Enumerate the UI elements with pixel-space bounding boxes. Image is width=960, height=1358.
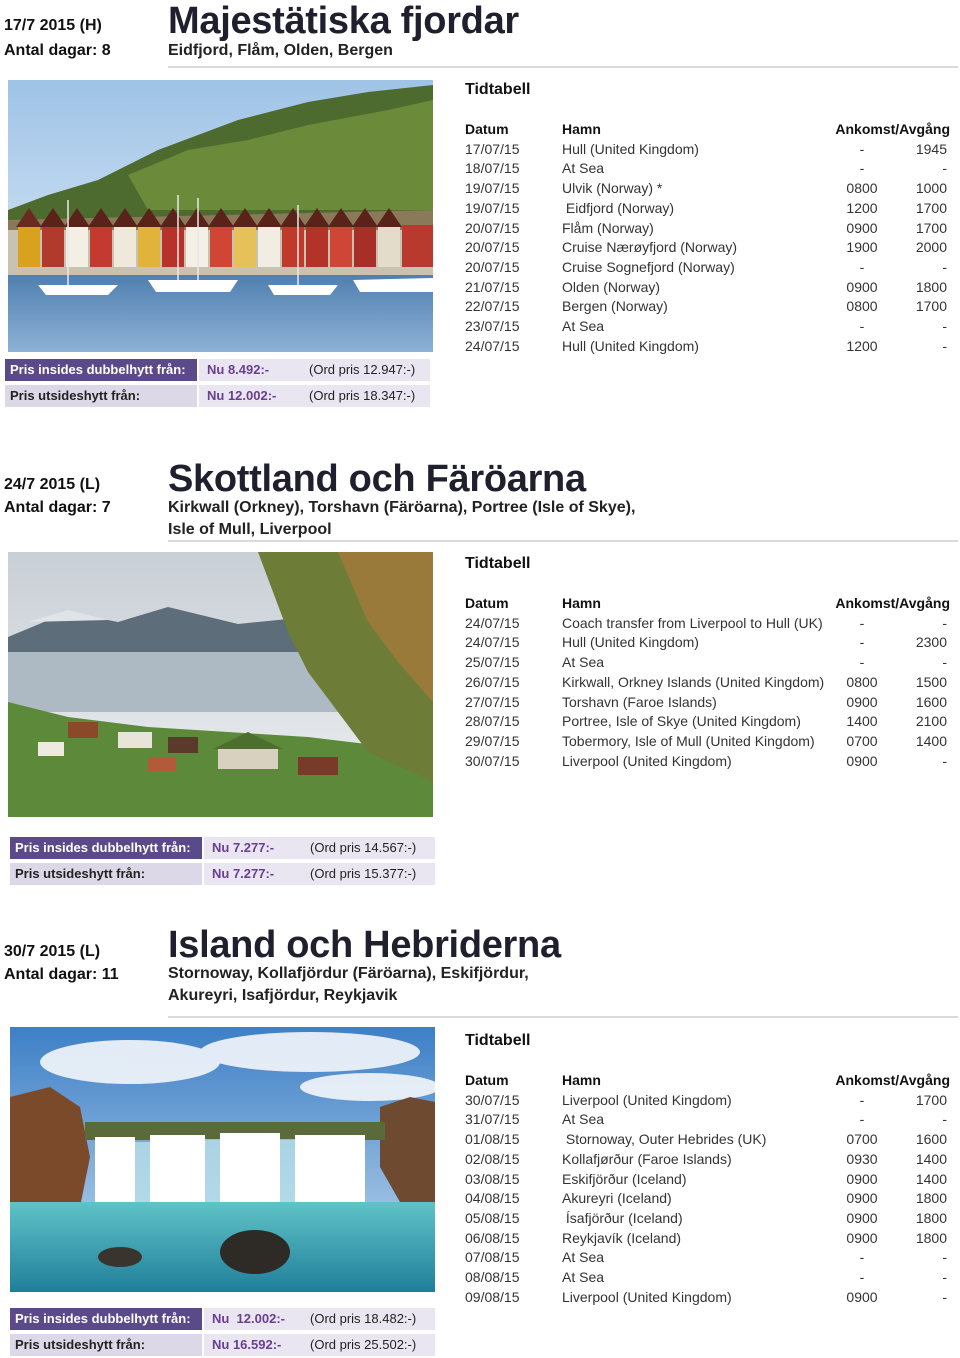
- timetable-header: [465, 120, 950, 140]
- cell-date: 28/07/15: [465, 713, 520, 730]
- cell-departure: 1800: [915, 1190, 947, 1207]
- tour-1-title: Majestätiska fjordar: [168, 0, 519, 42]
- cell-date: 26/07/15: [465, 673, 520, 690]
- cell-port: Torshavn (Faroe Islands): [562, 693, 717, 710]
- cell-date: 20/07/15: [465, 239, 520, 256]
- cell-departure: -: [942, 160, 947, 177]
- price-label: Pris insides dubbelhytt från:: [10, 1308, 202, 1330]
- price-label: Pris utsideshytt från:: [5, 385, 197, 407]
- cell-date: 20/07/15: [465, 219, 520, 236]
- table-row: [465, 297, 950, 317]
- tour-2-days: Antal dagar: 7: [4, 499, 111, 516]
- header-date: Datum: [465, 1072, 509, 1088]
- cell-date: 29/07/15: [465, 732, 520, 749]
- cell-arrival: 0900: [846, 1229, 878, 1246]
- price-label: Pris insides dubbelhytt från:: [5, 359, 197, 381]
- table-row: [465, 1091, 950, 1111]
- tour-2-subtitle-line1: Kirkwall (Orkney), Torshavn (Färöarna), Portree (Isle of Skye),: [168, 499, 636, 516]
- table-row: [465, 1209, 950, 1229]
- cell-port: At Sea: [562, 1269, 605, 1285]
- table-row: [465, 1248, 950, 1268]
- table-row: [465, 219, 950, 239]
- cell-departure: 1000: [915, 180, 947, 197]
- cell-arrival: 0700: [846, 1131, 878, 1148]
- price-ordinary: (Ord pris 18.482:-): [304, 1308, 435, 1330]
- price-now: Nu 12.002:-: [204, 1308, 304, 1330]
- cell-port: Bergen (Norway): [562, 298, 668, 315]
- table-row: [465, 337, 950, 357]
- table-row: [465, 317, 950, 337]
- table-row: [465, 258, 950, 278]
- cell-port: At Sea: [562, 318, 605, 334]
- table-row: [465, 673, 950, 693]
- cell-arrival: 0900: [846, 1209, 878, 1226]
- cell-departure: -: [942, 1111, 947, 1128]
- cell-arrival: -: [859, 160, 865, 177]
- tour-2-divider: [168, 540, 958, 542]
- price-ordinary: (Ord pris 14.567:-): [304, 837, 435, 859]
- cell-date: 24/07/15: [465, 614, 520, 631]
- price-now: Nu 16.592:-: [204, 1334, 304, 1356]
- price-ordinary: (Ord pris 25.502:-): [304, 1334, 435, 1356]
- cell-date: 01/08/15: [465, 1131, 520, 1148]
- cell-arrival: -: [859, 654, 865, 671]
- cell-departure: 1400: [915, 1150, 947, 1167]
- cell-date: 18/07/15: [465, 160, 520, 177]
- cell-arrival: 0800: [846, 298, 878, 315]
- tour-2-date: 24/7 2015 (L): [4, 476, 101, 493]
- table-row: [465, 159, 950, 179]
- cell-arrival: 0900: [846, 219, 878, 236]
- tour-1-photo: [8, 80, 433, 352]
- header-port: Hamn: [562, 1072, 601, 1088]
- cell-arrival: -: [859, 318, 865, 334]
- cell-date: 06/08/15: [465, 1229, 520, 1246]
- price-now: Nu 7.277:-: [204, 837, 304, 859]
- table-row: [465, 1268, 950, 1288]
- header-port: Hamn: [562, 595, 601, 611]
- tour-2-price-inside: [10, 837, 435, 859]
- cell-arrival: 0800: [846, 673, 878, 690]
- cell-departure: -: [942, 337, 947, 354]
- tour-2-timetable: [465, 594, 950, 774]
- cell-port: Cruise Nærøyfjord (Norway): [562, 239, 738, 256]
- header-arrdep: Ankomst/Avgång: [835, 595, 950, 611]
- cell-departure: 1500: [915, 673, 947, 690]
- cell-port: Eidfjord (Norway): [562, 199, 675, 216]
- tour-3-divider: [168, 1016, 958, 1018]
- cell-date: 22/07/15: [465, 298, 520, 315]
- cell-date: 20/07/15: [465, 258, 520, 275]
- cell-departure: 1945: [915, 140, 947, 157]
- cell-arrival: 1200: [846, 199, 878, 216]
- cell-port: Hull (United Kingdom): [562, 337, 699, 354]
- tour-1-days: Antal dagar: 8: [4, 42, 111, 59]
- cell-date: 08/08/15: [465, 1269, 520, 1285]
- tour-1-timetable: [465, 120, 950, 360]
- cell-date: 02/08/15: [465, 1150, 520, 1167]
- cell-arrival: 1200: [846, 337, 878, 354]
- cell-port: Eskifjörður (Iceland): [562, 1170, 687, 1187]
- cell-port: Hull (United Kingdom): [562, 634, 699, 651]
- header-port: Hamn: [562, 121, 601, 137]
- price-label: Pris utsideshytt från:: [10, 863, 202, 885]
- cell-departure: 1400: [915, 732, 947, 749]
- tour-3-subtitle-line2: Akureyri, Isafjördur, Reykjavik: [168, 987, 398, 1004]
- price-now: Nu 7.277:-: [204, 863, 304, 885]
- table-row: [465, 653, 950, 673]
- tour-2-subtitle-line2: Isle of Mull, Liverpool: [168, 521, 332, 538]
- cell-port: Kollafjørður (Faroe Islands): [562, 1150, 732, 1167]
- tour-3-title: Island och Hebriderna: [168, 924, 561, 966]
- cell-arrival: 0800: [846, 180, 878, 197]
- cell-arrival: 0700: [846, 732, 878, 749]
- tour-1-price-inside: [5, 359, 430, 381]
- cell-departure: 1800: [915, 1209, 947, 1226]
- cell-arrival: 1400: [846, 713, 878, 730]
- cell-arrival: 1900: [846, 239, 878, 256]
- cell-port: Ísafjörður (Iceland): [562, 1209, 683, 1226]
- cell-arrival: -: [859, 258, 865, 275]
- cell-date: 31/07/15: [465, 1111, 520, 1128]
- table-row: [465, 1189, 950, 1209]
- price-now: Nu 8.492:-: [199, 359, 303, 381]
- header-date: Datum: [465, 121, 509, 137]
- cell-departure: 1700: [915, 199, 947, 216]
- price-now: Nu 12.002:-: [199, 385, 303, 407]
- cell-port: Kirkwall, Orkney Islands (United Kingdom): [562, 673, 825, 690]
- price-ordinary: (Ord pris 15.377:-): [304, 863, 435, 885]
- cell-port: Liverpool (United Kingdom): [562, 1288, 732, 1305]
- header-date: Datum: [465, 595, 509, 611]
- table-row: [465, 1170, 950, 1190]
- table-row: [465, 140, 950, 160]
- table-row: [465, 614, 950, 634]
- table-row: [465, 199, 950, 219]
- cell-arrival: 0900: [846, 693, 878, 710]
- tour-1-date: 17/7 2015 (H): [4, 17, 102, 34]
- cell-arrival: 0900: [846, 752, 878, 769]
- cell-port: Tobermory, Isle of Mull (United Kingdom): [562, 732, 815, 749]
- cell-date: 27/07/15: [465, 693, 520, 710]
- tour-3-days: Antal dagar: 11: [4, 966, 119, 983]
- cell-departure: 1400: [915, 1170, 947, 1187]
- cell-port: Liverpool (United Kingdom): [562, 1091, 732, 1108]
- cell-departure: -: [942, 258, 947, 275]
- price-ordinary: (Ord pris 18.347:-): [303, 385, 430, 407]
- tour-2-photo: [8, 552, 433, 817]
- cell-date: 24/07/15: [465, 337, 520, 354]
- cell-departure: 1600: [915, 693, 947, 710]
- cell-departure: -: [942, 1288, 947, 1305]
- cell-port: Hull (United Kingdom): [562, 140, 699, 157]
- cell-arrival: 0900: [846, 1170, 878, 1187]
- cell-date: 09/08/15: [465, 1288, 520, 1305]
- price-ordinary: (Ord pris 12.947:-): [303, 359, 430, 381]
- table-row: [465, 1288, 950, 1308]
- cell-departure: 1800: [915, 278, 947, 295]
- cell-port: Ulvik (Norway) *: [562, 180, 663, 197]
- cell-arrival: -: [859, 1269, 865, 1285]
- tour-2-price-outside: [10, 863, 435, 885]
- tour-3-timetable: [465, 1071, 950, 1311]
- cell-date: 04/08/15: [465, 1190, 520, 1207]
- table-row: [465, 752, 950, 772]
- cell-departure: -: [942, 752, 947, 769]
- cell-departure: 1700: [915, 219, 947, 236]
- cell-port: At Sea: [562, 1249, 605, 1266]
- cell-departure: -: [942, 614, 947, 631]
- cell-date: 19/07/15: [465, 180, 520, 197]
- cell-date: 03/08/15: [465, 1170, 520, 1187]
- cell-date: 30/07/15: [465, 752, 520, 769]
- cell-port: Stornoway, Outer Hebrides (UK): [562, 1131, 767, 1148]
- cell-date: 30/07/15: [465, 1091, 520, 1108]
- tour-1-price-outside: [5, 385, 430, 407]
- timetable-header: [465, 1071, 950, 1091]
- table-row: [465, 238, 950, 258]
- table-row: [465, 1150, 950, 1170]
- tour-1-divider: [168, 66, 958, 68]
- cell-port: Portree, Isle of Skye (United Kingdom): [562, 713, 801, 730]
- cell-port: At Sea: [562, 654, 605, 671]
- cell-departure: -: [942, 318, 947, 334]
- cell-port: At Sea: [562, 160, 605, 177]
- cell-arrival: -: [859, 634, 865, 651]
- table-row: [465, 1229, 950, 1249]
- cell-port: Liverpool (United Kingdom): [562, 752, 732, 769]
- price-label: Pris insides dubbelhytt från:: [10, 837, 202, 859]
- cell-date: 19/07/15: [465, 199, 520, 216]
- cell-departure: -: [942, 654, 947, 671]
- cell-port: Olden (Norway): [562, 278, 661, 295]
- tour-3-timetable-title: Tidtabell: [465, 1032, 531, 1049]
- table-row: [465, 712, 950, 732]
- tour-3-date: 30/7 2015 (L): [4, 943, 101, 960]
- tour-1-subtitle: Eidfjord, Flåm, Olden, Bergen: [168, 42, 393, 59]
- cell-arrival: 0900: [846, 1288, 878, 1305]
- table-row: [465, 179, 950, 199]
- tour-3-price-outside: [10, 1334, 435, 1356]
- cell-departure: 1600: [915, 1131, 947, 1148]
- cell-arrival: -: [859, 614, 865, 631]
- tour-1-timetable-title: Tidtabell: [465, 81, 531, 98]
- cell-arrival: -: [859, 140, 865, 157]
- cell-departure: 1800: [915, 1229, 947, 1246]
- cell-port: Reykjavík (Iceland): [562, 1229, 682, 1246]
- cell-port: At Sea: [562, 1111, 605, 1128]
- cell-date: 05/08/15: [465, 1209, 520, 1226]
- cell-date: 24/07/15: [465, 634, 520, 651]
- table-row: [465, 1110, 950, 1130]
- cell-arrival: -: [859, 1091, 865, 1108]
- tour-2-title: Skottland och Färöarna: [168, 458, 586, 500]
- cell-date: 21/07/15: [465, 278, 520, 295]
- table-row: [465, 278, 950, 298]
- cell-arrival: 0900: [846, 278, 878, 295]
- cell-date: 17/07/15: [465, 140, 520, 157]
- cell-departure: -: [942, 1249, 947, 1266]
- cell-departure: -: [942, 1269, 947, 1285]
- cell-port: Cruise Sognefjord (Norway): [562, 258, 735, 275]
- header-arrdep: Ankomst/Avgång: [835, 121, 950, 137]
- cell-departure: 1700: [915, 1091, 947, 1108]
- cell-departure: 2000: [915, 239, 947, 256]
- cell-port: Flåm (Norway): [562, 219, 654, 236]
- header-arrdep: Ankomst/Avgång: [835, 1072, 950, 1088]
- cell-date: 25/07/15: [465, 654, 520, 671]
- table-row: [465, 732, 950, 752]
- tour-3-price-inside: [10, 1308, 435, 1330]
- cell-date: 07/08/15: [465, 1249, 520, 1266]
- table-row: [465, 693, 950, 713]
- timetable-header: [465, 594, 950, 614]
- cell-date: 23/07/15: [465, 318, 520, 334]
- table-row: [465, 1130, 950, 1150]
- tour-3-subtitle-line1: Stornoway, Kollafjördur (Färöarna), Eskifjördur,: [168, 965, 529, 982]
- cell-arrival: -: [859, 1249, 865, 1266]
- cell-departure: 2100: [915, 713, 947, 730]
- tour-3-photo: [10, 1027, 435, 1292]
- cell-arrival: -: [859, 1111, 865, 1128]
- cell-port: Akureyri (Iceland): [562, 1190, 672, 1207]
- price-label: Pris utsideshytt från:: [10, 1334, 202, 1356]
- cell-port: Coach transfer from Liverpool to Hull (UK): [562, 614, 823, 631]
- cell-departure: 1700: [915, 298, 947, 315]
- cell-departure: 2300: [915, 634, 947, 651]
- cell-arrival: 0900: [846, 1190, 878, 1207]
- tour-2-timetable-title: Tidtabell: [465, 555, 531, 572]
- cell-arrival: 0930: [846, 1150, 878, 1167]
- table-row: [465, 633, 950, 653]
